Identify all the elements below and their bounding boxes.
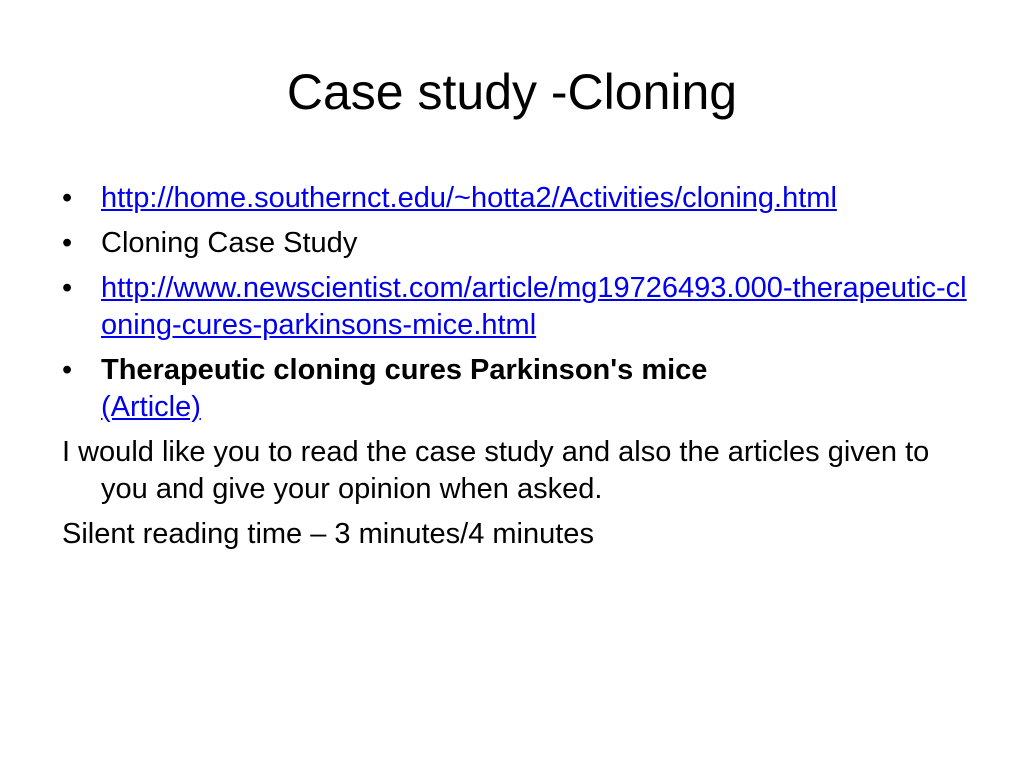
bullet-icon: • — [62, 227, 73, 259]
case-study-label: Cloning Case Study — [101, 227, 358, 259]
article-headline: Therapeutic cloning cures Parkinson's mice — [101, 354, 708, 386]
article-link[interactable]: (Article) — [101, 391, 201, 423]
bullet-item-case-study — [62, 225, 972, 262]
instruction-paragraph: I would like you to read the case study and also the articles given to you and give your opinion when asked. — [62, 436, 930, 505]
bullet-item-article — [62, 352, 972, 426]
newscientist-article-link[interactable]: http://www.newscientist.com/article/mg19726493.000-therapeutic-cloning-cures-parkinsons-mice.html — [101, 272, 967, 341]
bullet-icon: • — [62, 272, 73, 304]
bullet-item-link-1 — [62, 180, 972, 217]
cloning-activity-link[interactable]: http://home.southernct.edu/~hotta2/Activities/cloning.html — [101, 182, 837, 214]
bullet-item-link-2 — [62, 270, 972, 344]
bullet-icon: • — [62, 354, 73, 386]
slide-body — [62, 180, 972, 561]
slide-title: Case study -Cloning — [286, 64, 738, 120]
reading-time-paragraph: Silent reading time – 3 minutes/4 minutes — [62, 518, 594, 550]
bullet-icon: • — [62, 182, 73, 214]
